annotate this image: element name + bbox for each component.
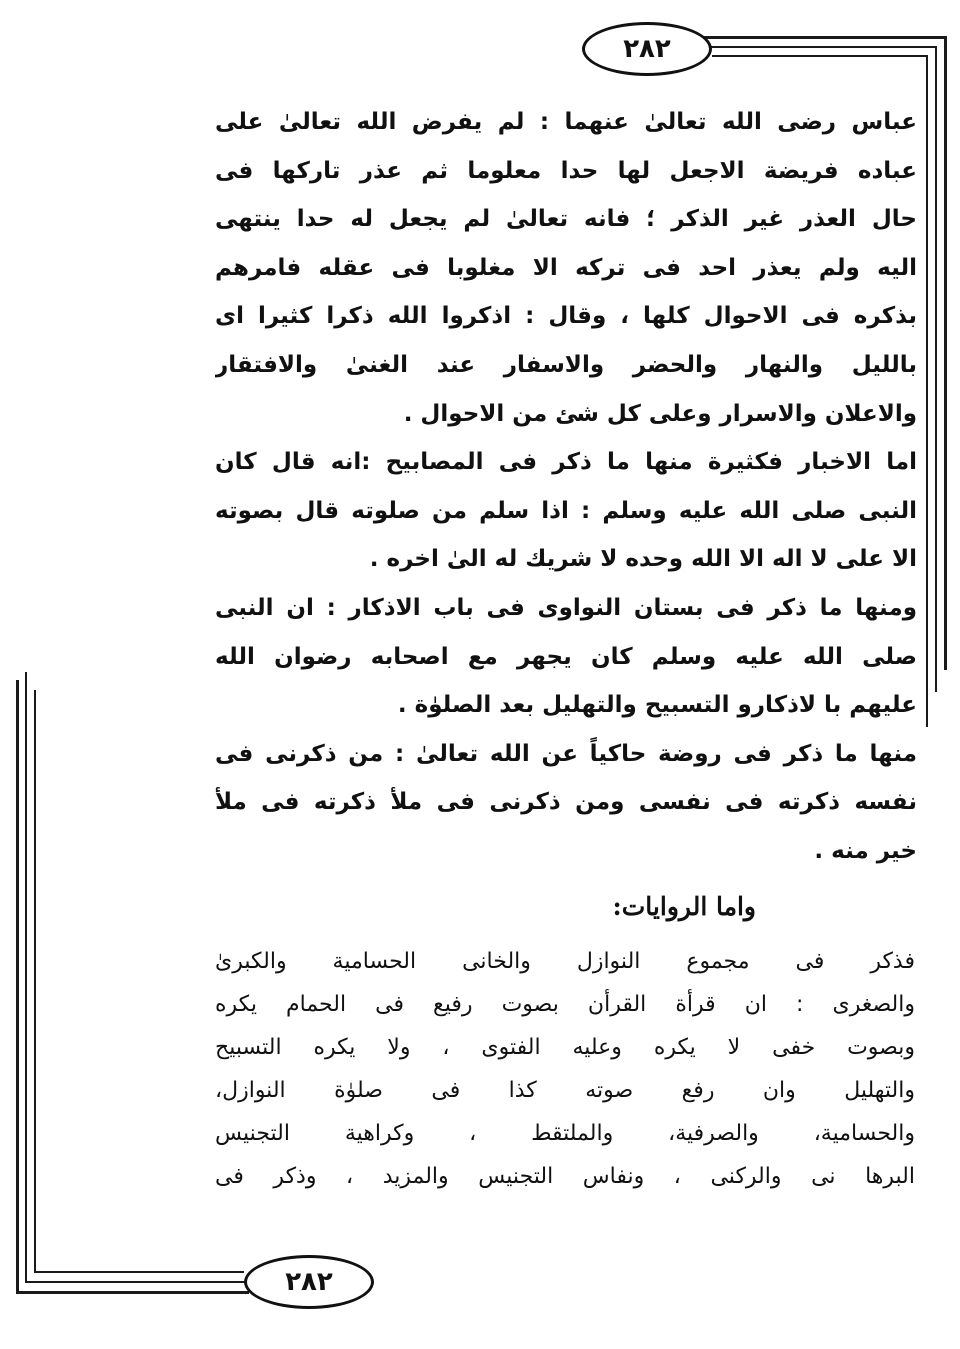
- text-line: النبى صلى الله عليه وسلم : اذا سلم من صلوته قال بصوته: [215, 497, 917, 524]
- text-line: والصغرى : ان قرأة القرأن بصوت رفيع فى الحمام يكره: [215, 992, 915, 1017]
- rulings-text: [215, 940, 915, 1198]
- frame-bottom-line-1: [16, 1291, 249, 1294]
- text-line: البرها نى والركنى ، ونفاس التجنيس والمزيد ، وذكر فى: [215, 1164, 915, 1189]
- text-line: بذكره فى الاحوال كلها ، وقال : اذكروا الله ذكرا كثيرا اى: [215, 303, 917, 330]
- text-line: عباس رضى الله تعالىٰ عنهما : لم يفرض الله تعالىٰ على: [215, 109, 917, 135]
- text-line: بالليل والنهار والحضر والاسفار عند الغنىٰ والافتقار: [215, 351, 917, 378]
- frame-top-line-1: [700, 36, 946, 39]
- text-line: والحسامية، والصرفية، والملتقط ، وكراهية التجنيس: [215, 1121, 915, 1146]
- text-line: الا على لا اله الا الله وحده لا شريك له الىٰ اخره .: [369, 546, 917, 573]
- text-line: اما الاخبار فكثيرة منها ما ذكر فى المصابيح :انه قال كان: [215, 449, 917, 476]
- frame-right-line-3: [926, 55, 928, 727]
- frame-top-line-3: [712, 55, 928, 57]
- frame-right-line-1: [944, 36, 947, 670]
- text-line: نفسه ذكرته فى نفسى ومن ذكرنى فى ملأ ذكرته فى ملأ: [215, 789, 917, 816]
- text-line: والتهليل وان رفع صوته كذا فى صلوٰة النوازل،: [215, 1078, 915, 1103]
- text-line: حال العذر غير الذكر ؛ فانه تعالىٰ لم يجعل له حدا ينتهى: [215, 206, 917, 233]
- text-line: عباده فريضة الاجعل لها حدا معلوما ثم عذر تاركها فى: [215, 157, 917, 184]
- text-line: عليهم با لاذكارو التسبيح والتهليل بعد الصلوٰة .: [397, 692, 917, 719]
- frame-top-line-2: [708, 46, 937, 48]
- header-page-number: ٢٨٢: [582, 22, 712, 76]
- text-line: منها ما ذكر فى روضة حاكياً عن الله تعالىٰ : من ذكرنى فى: [215, 740, 917, 767]
- section-heading: واما الروايات:: [612, 892, 756, 921]
- frame-left-line-1: [16, 680, 19, 1293]
- frame-bottom-line-3: [34, 1271, 244, 1273]
- text-line: وبصوت خفى لا يكره وعليه الفتوى ، ولا يكره التسبيح: [215, 1035, 915, 1060]
- frame-bottom-line-2: [25, 1281, 245, 1283]
- frame-left-line-2: [25, 672, 27, 1283]
- frame-right-line-2: [935, 46, 937, 692]
- text-line: صلى الله عليه وسلم كان يجهر مع اصحابه رضوان الله: [215, 643, 917, 670]
- frame-left-line-3: [34, 690, 36, 1272]
- text-line: خير منه .: [814, 837, 917, 864]
- text-line: فذكر فى مجموع النوازل والخانى الحسامية والكبرىٰ: [215, 949, 915, 974]
- text-line: ومنها ما ذكر فى بستان النواوى فى باب الاذكار : ان النبى: [215, 594, 917, 621]
- footer-page-number: ٢٨٢: [244, 1255, 374, 1309]
- text-line: والاعلان والاسرار وعلى كل شئ من الاحوال .: [403, 400, 917, 427]
- main-text: [215, 98, 917, 876]
- text-line: اليه ولم يعذر احد فى تركه الا مغلوبا فى عقله فامرهم: [215, 254, 917, 281]
